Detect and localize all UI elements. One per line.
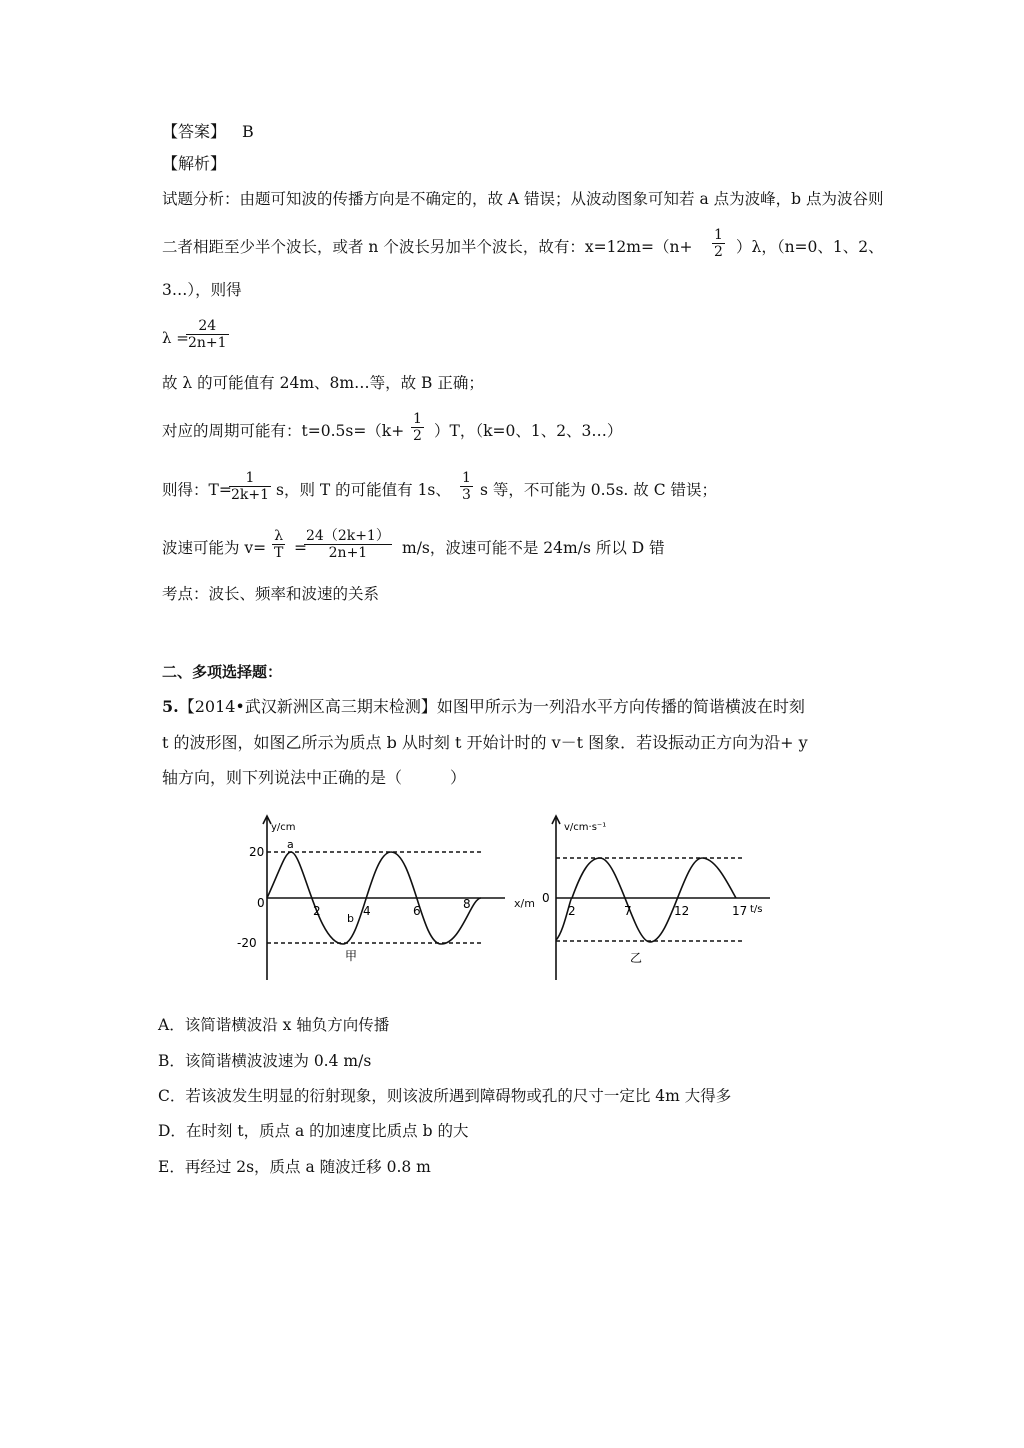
T-line-a: 则得：T= bbox=[162, 481, 232, 499]
fraction-numerator: 24（2k+1） bbox=[306, 528, 390, 544]
question-5-line-1 bbox=[162, 697, 805, 717]
analysis-line-2a: 二者相距至少半个波长，或者 n 个波长另加半个波长，故有：x=12m=（n+ bbox=[162, 238, 693, 256]
question-source: 【2014•武汉新洲区高三期末检测】 bbox=[178, 697, 437, 716]
question-stem-1: 如图甲所示为一列沿水平方向传播的简谐横波在时刻 bbox=[436, 697, 805, 716]
lambda-values-line: 故 λ 的可能值有 24m、8m…等，故 B 正确； bbox=[162, 374, 484, 392]
answer-label: 【答案】 bbox=[162, 122, 227, 141]
fraction-denominator: T bbox=[274, 545, 284, 561]
question-number: 5. bbox=[162, 697, 179, 716]
jia-point-a: a bbox=[287, 838, 294, 851]
jia-xtick-8: 8 bbox=[463, 897, 471, 911]
jia-xtick-2: 2 bbox=[313, 904, 321, 918]
jia-xlabel: x/m bbox=[514, 897, 535, 910]
v-fraction bbox=[272, 528, 285, 561]
fraction-numerator: 24 bbox=[186, 318, 229, 335]
T-fraction bbox=[229, 470, 271, 503]
section-heading: 二、多项选择题： bbox=[162, 663, 283, 681]
fraction-denominator: 2n+1 bbox=[328, 545, 368, 561]
yi-vt-curve bbox=[556, 858, 736, 942]
yi-xlabel: t/s bbox=[750, 904, 763, 915]
option-c: C．若该波发生明显的衍射现象，则该波所遇到障碍物或孔的尺寸一定比 4m 大得多 bbox=[158, 1087, 732, 1105]
v-equals: = bbox=[294, 539, 307, 557]
fraction-denominator: 2 bbox=[714, 244, 723, 260]
fraction-denominator: 2 bbox=[413, 428, 422, 444]
jia-xtick-4: 4 bbox=[363, 904, 371, 918]
lambda-lhs: λ = bbox=[162, 329, 189, 347]
fraction-denominator: 3 bbox=[462, 487, 471, 503]
question-5-line-2: t 的波形图，如图乙所示为质点 b 从时刻 t 开始计时的 v－t 图象．若设振动正方向为沿+ y bbox=[162, 733, 808, 752]
jia-point-b: b bbox=[347, 912, 354, 925]
jia-caption: 甲 bbox=[345, 949, 358, 963]
kaodian-line: 考点：波长、频率和波速的关系 bbox=[162, 585, 380, 603]
jia-ytick-20: 20 bbox=[249, 845, 265, 859]
yi-xtick-2: 2 bbox=[568, 904, 576, 918]
v-line-a: 波速可能为 v= bbox=[162, 539, 267, 557]
option-b: B．该简谐横波波速为 0.4 m/s bbox=[158, 1052, 372, 1070]
yi-xtick-12: 12 bbox=[674, 904, 690, 918]
figure-jia-wave-graph bbox=[235, 812, 505, 987]
analysis-line-2b: ）λ，（n=0、1、2、 bbox=[736, 238, 884, 256]
yi-ylabel: v/cm·s⁻¹ bbox=[564, 822, 607, 833]
jia-ylabel: y/cm bbox=[271, 822, 296, 833]
fraction-denominator: 2k+1 bbox=[231, 487, 270, 503]
option-e: E．再经过 2s，质点 a 随波迁移 0.8 m bbox=[158, 1158, 431, 1176]
jia-xtick-6: 6 bbox=[413, 904, 421, 918]
period-line-b: ）T，（k=0、1、2、3…） bbox=[434, 422, 623, 440]
lambda-fraction bbox=[186, 318, 229, 351]
T-line-c: s 等，不可能为 0.5s. 故 C 错误； bbox=[480, 481, 717, 499]
answer-value: B bbox=[242, 122, 254, 141]
analysis-label: 【解析】 bbox=[162, 154, 227, 173]
fraction-numerator: 1 bbox=[229, 470, 271, 487]
fraction-one-half bbox=[712, 227, 725, 260]
yi-xtick-0: 0 bbox=[542, 891, 550, 905]
analysis-line-3: 3…），则得 bbox=[162, 281, 242, 299]
yi-caption: 乙 bbox=[630, 951, 643, 965]
yi-xtick-17: 17 bbox=[732, 904, 748, 918]
jia-xtick-0: 0 bbox=[257, 896, 265, 910]
period-fraction bbox=[411, 411, 424, 444]
T-fraction-2 bbox=[460, 470, 473, 503]
fraction-numerator: 1 bbox=[462, 470, 471, 486]
T-line-b: s，则 T 的可能值有 1s、 bbox=[276, 481, 451, 499]
v-fraction-2 bbox=[304, 528, 392, 561]
v-line-b: m/s，波速可能不是 24m/s 所以 D 错 bbox=[402, 539, 665, 557]
fraction-numerator: λ bbox=[272, 528, 285, 545]
fraction-numerator: 1 bbox=[413, 411, 422, 427]
analysis-line-1: 试题分析：由题可知波的传播方向是不确定的，故 A 错误；从波动图象可知若 a 点为波峰，b 点为波谷则 bbox=[162, 190, 884, 208]
option-d: D．在时刻 t，质点 a 的加速度比质点 b 的大 bbox=[158, 1122, 469, 1140]
figure-yi-vt-graph bbox=[538, 812, 774, 987]
option-a: A．该简谐横波沿 x 轴负方向传播 bbox=[158, 1016, 390, 1034]
fraction-numerator: 1 bbox=[714, 227, 723, 243]
fraction-denominator: 2n+1 bbox=[188, 335, 227, 351]
question-5-line-3: 轴方向，则下列说法中正确的是（ ） bbox=[162, 768, 467, 787]
period-line-a: 对应的周期可能有：t=0.5s=（k+ bbox=[162, 422, 405, 440]
jia-ytick-neg20: -20 bbox=[237, 936, 257, 950]
yi-xtick-7: 7 bbox=[624, 904, 632, 918]
